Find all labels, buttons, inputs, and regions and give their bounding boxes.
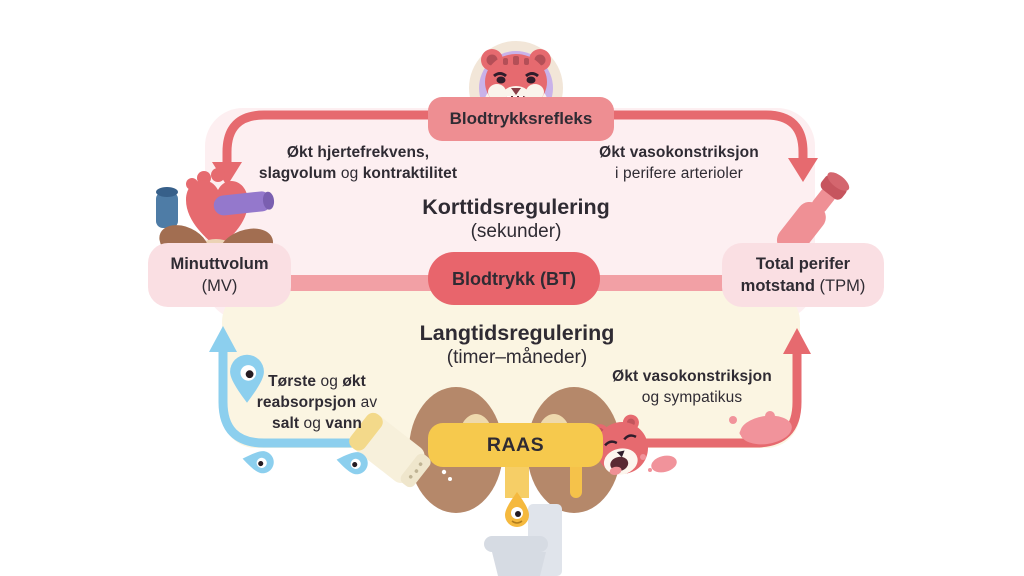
long-term-title: Langtidsregulering <box>419 321 615 345</box>
short-term-subtitle: (sekunder) <box>470 221 562 242</box>
vasoconstriction-note-long-term: Økt vasokonstriksjon og sympatikus <box>612 368 772 406</box>
raas-label: RAAS <box>486 433 545 456</box>
vasoconstriction-note-short-term: Økt vasokonstriksjon i perifere arterioler <box>599 144 759 182</box>
peripheral-resistance-node: Total perifer motstand (TPM) <box>722 243 884 307</box>
long-term-heading <box>420 320 615 370</box>
raas-node <box>428 423 603 467</box>
reflex-label-box <box>428 97 614 141</box>
long-term-subtitle: (timer–måneder) <box>446 347 588 368</box>
short-term-heading <box>422 194 610 244</box>
short-term-title: Korttidsregulering <box>422 195 610 219</box>
reflex-label: Blodtrykksrefleks <box>449 109 593 128</box>
water-drop-icon <box>241 448 276 475</box>
cardiac-output-node: Minuttvolum (MV) <box>148 243 291 307</box>
heart-effect-note: Økt hjertefrekvens, slagvolum og kontraktilitet <box>258 144 458 182</box>
blood-pressure-node: Blodtrykk (BT) <box>428 252 600 305</box>
thirst-reabsorption-note: Tørste og økt reabsorpsjon av salt og vann <box>256 373 378 432</box>
